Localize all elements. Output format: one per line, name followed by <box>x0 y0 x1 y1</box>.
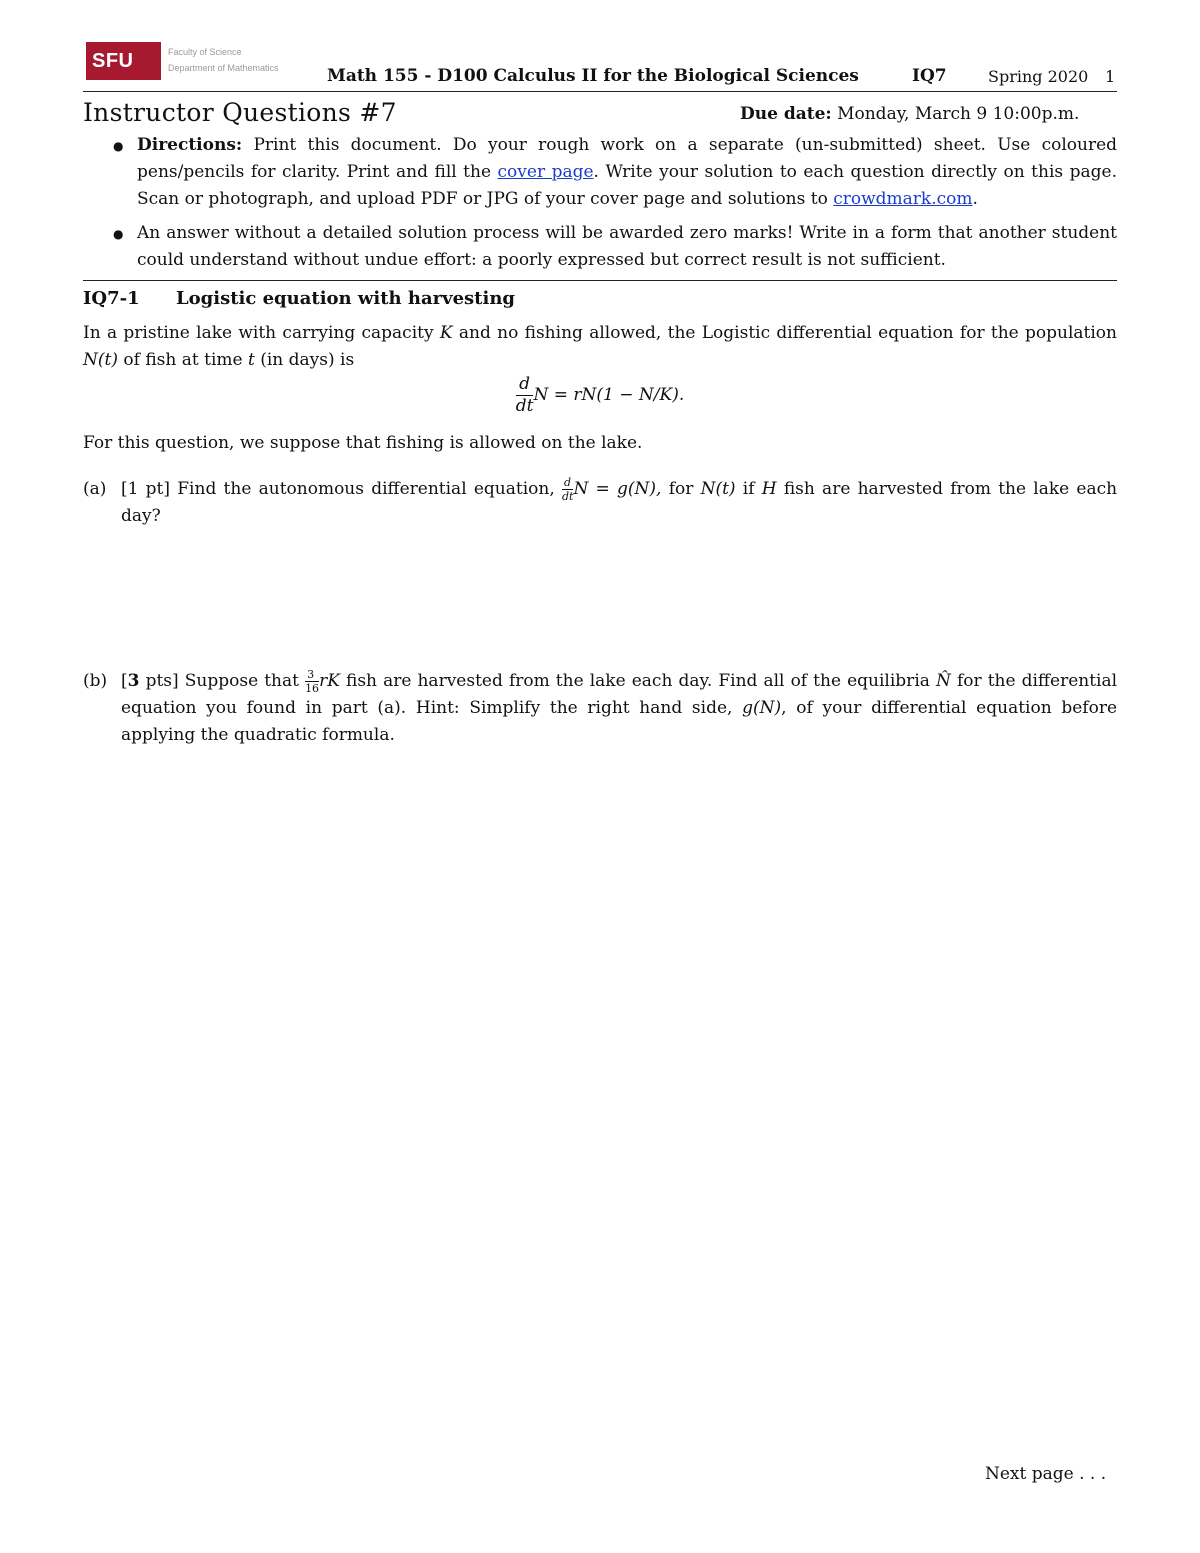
cover-page-link[interactable]: cover page <box>497 162 594 182</box>
part-b-label: (b) <box>83 671 108 691</box>
fraction-numerator: d <box>516 376 534 396</box>
part-a-label: (a) <box>83 479 107 499</box>
page-number: 1 <box>1105 67 1116 86</box>
directions-text-2: . Write your solution to each question directly on this page. Scan or photograph, and upload PDF or JPG of your cover page and solutions to <box>137 162 1117 209</box>
next-page-note: Next page . . . <box>985 1464 1107 1484</box>
var-t: t <box>247 350 255 370</box>
bullet-dot-2: ● <box>113 227 124 241</box>
part-b-frac-num: 3 <box>305 669 319 682</box>
part-b-var-Nhat: N̂ <box>935 671 951 691</box>
logo-subtitle <box>168 44 279 76</box>
part-a-var-H: H <box>761 479 777 499</box>
part-a-frac-num: d <box>562 477 573 490</box>
section-rule <box>83 280 1117 281</box>
fishing-note: For this question, we suppose that fishing is allowed on the lake. <box>83 433 643 453</box>
equation-rhs: N = rN(1 − N/K). <box>533 385 685 405</box>
question-number: IQ7-1 <box>83 288 140 309</box>
page-title: Instructor Questions #7 <box>83 98 397 127</box>
question-title: Logistic equation with harvesting <box>176 288 516 309</box>
part-b-points: [3 pts] <box>121 671 179 691</box>
part-a-text-2: for <box>668 479 694 499</box>
logistic-equation <box>0 376 1200 415</box>
intro-text-1: In a pristine lake with carrying capacity <box>83 323 434 343</box>
marking-bullet: An answer without a detailed solution process will be awarded zero marks! Write in a form that another student could understand without undue effort: a poorly expressed but correct result is not sufficient. <box>137 223 1117 270</box>
part-a-points: [1 pt] <box>121 479 171 499</box>
part-a-equation: N = g(N), <box>573 479 662 499</box>
var-K: K <box>439 323 453 343</box>
assignment-code: IQ7 <box>912 66 947 86</box>
part-a-text-4: fish are harvested from the lake each day? <box>121 479 1118 526</box>
part-b-text <box>121 668 1117 749</box>
fraction-denominator: dt <box>515 396 534 416</box>
intro-text-2: and no fishing allowed, the Logistic differential equation for the population <box>458 323 1117 343</box>
part-b-text-3: for the differential equation you found in part (a). Hint: Simplify the right hand side, <box>121 671 1118 718</box>
term: Spring 2020 <box>988 67 1089 86</box>
sfu-logo: SFU <box>86 42 161 80</box>
logo-faculty-line: Faculty of Science <box>168 47 242 57</box>
part-b-text-4: , of your differential equation before applying the quadratic formula. <box>121 698 1118 745</box>
part-a-frac-den: dt <box>561 490 574 503</box>
header-rule <box>83 91 1117 92</box>
part-a-text <box>121 476 1117 530</box>
directions-label: Directions: <box>137 135 243 155</box>
crowdmark-link[interactable]: crowdmark.com <box>833 189 973 209</box>
due-date <box>740 104 1079 124</box>
part-b-text-1: Suppose that <box>184 671 299 691</box>
question-intro <box>83 320 1117 374</box>
part-a-text-1: Find the autonomous differential equation, <box>177 479 555 499</box>
directions-text-3: . <box>972 189 978 209</box>
intro-text-4: (in days) is <box>260 350 355 370</box>
var-Nt: N(t) <box>83 350 118 370</box>
part-a-var-Nt: N(t) <box>700 479 736 499</box>
part-b-var-gN: g(N) <box>742 698 782 718</box>
intro-text-3: of fish at time <box>123 350 243 370</box>
directions-text-1: Print this document. Do your rough work on a separate (un-submitted) sheet. Use coloured pens/pencils for clarity. Print and fill the <box>137 135 1118 182</box>
part-a-derivative <box>562 477 573 502</box>
logo-department-line: Department of Mathematics <box>168 63 279 73</box>
bullet-dot-1: ● <box>113 139 124 153</box>
due-date-label: Due date: <box>740 104 832 124</box>
part-b-var-rK: rK <box>319 671 340 691</box>
directions-bullet <box>137 132 1117 213</box>
course-title: Math 155 - D100 Calculus II for the Biological Sciences <box>327 66 859 86</box>
derivative-fraction <box>516 376 534 415</box>
part-b-fraction <box>305 669 319 694</box>
part-b-text-2: fish are harvested from the lake each day. Find all of the equilibria <box>345 671 930 691</box>
part-b-frac-den: 16 <box>305 682 320 695</box>
part-a-text-3: if <box>742 479 755 499</box>
due-date-value: Monday, March 9 10:00p.m. <box>837 104 1080 124</box>
